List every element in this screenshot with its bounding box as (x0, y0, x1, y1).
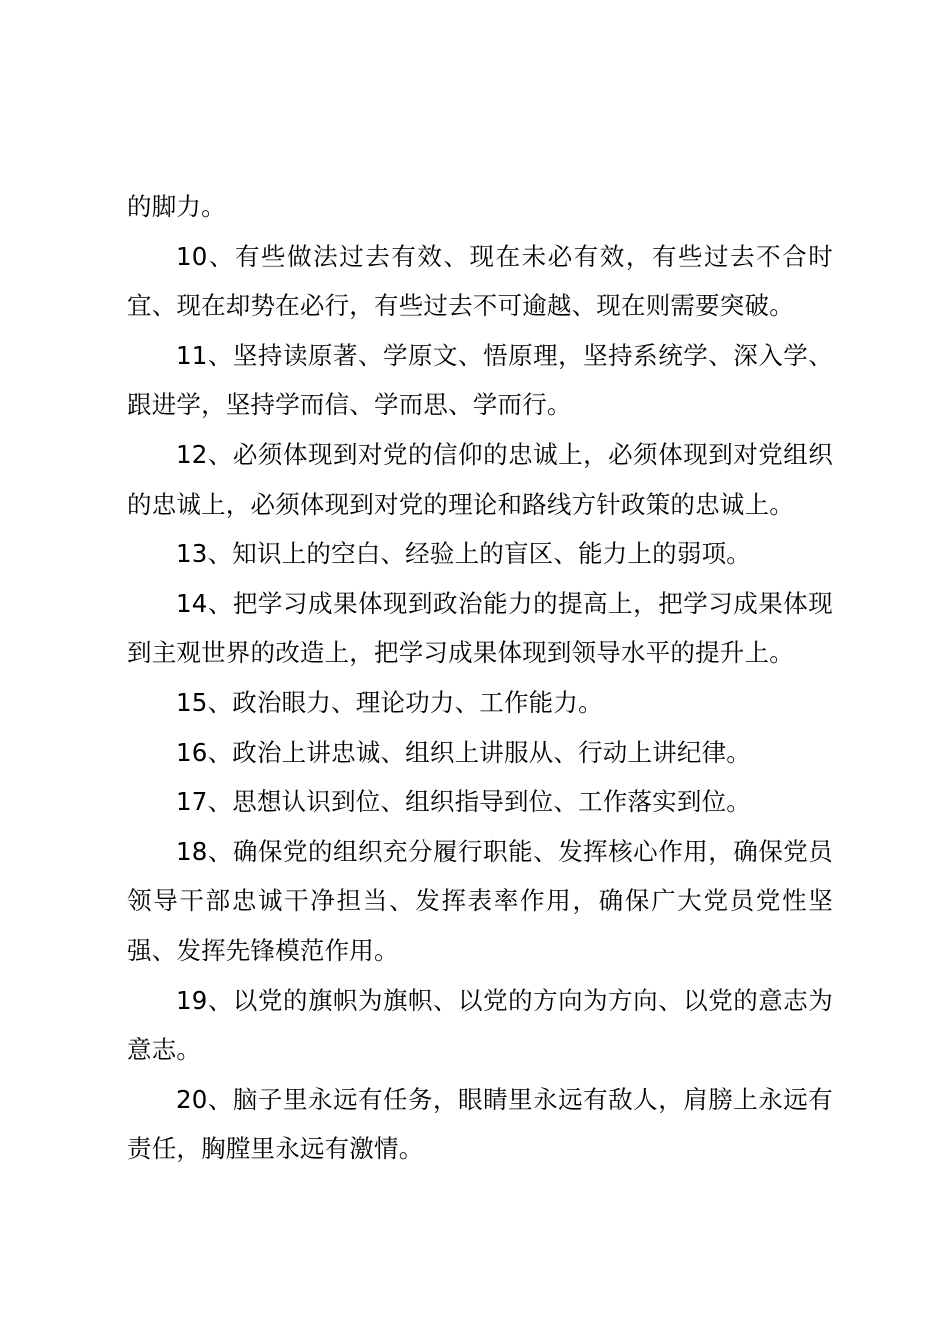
paragraph-item-15: 15、政治眼力、理论功力、工作能力。 (176, 687, 603, 717)
paragraph-item-19: 19、以党的旗帜为旗帜、以党的方向为方向、以党的意志为意志。 (127, 985, 833, 1065)
paragraph-continuation: 的脚力。 (127, 192, 226, 221)
paragraph-item-18: 18、确保党的组织充分履行职能、发挥核心作用，确保党员领导干部忠诚干净担当、发挥表率作用，确保广大党员党性坚强、发挥先锋模范作用。 (127, 836, 833, 965)
paragraph-item-12: 12、必须体现到对党的信仰的忠诚上，必须体现到对党组织的忠诚上，必须体现到对党的理论和路线方针政策的忠诚上。 (127, 439, 833, 519)
paragraph-item-13: 13、知识上的空白、经验上的盲区、能力上的弱项。 (176, 539, 751, 569)
paragraph-item-16: 16、政治上讲忠诚、组织上讲服从、行动上讲纪律。 (176, 737, 751, 767)
paragraph-item-20: 20、脑子里永远有任务，眼睛里永远有敌人，肩膀上永远有责任，胸膛里永远有激情。 (127, 1084, 833, 1164)
paragraph-item-11: 11、坚持读原著、学原文、悟原理，坚持系统学、深入学、跟进学，坚持学而信、学而思、学而行。 (127, 340, 833, 420)
paragraph-item-17: 17、思想认识到位、组织指导到位、工作落实到位。 (176, 787, 751, 817)
document-page (127, 182, 833, 1174)
paragraph-item-10: 10、有些做法过去有效、现在未必有效，有些过去不合时宜、现在却势在必行，有些过去不可逾越、现在则需要突破。 (127, 241, 833, 321)
paragraph-item-14: 14、把学习成果体现到政治能力的提高上，把学习成果体现到主观世界的改造上，把学习成果体现到领导水平的提升上。 (127, 588, 833, 668)
